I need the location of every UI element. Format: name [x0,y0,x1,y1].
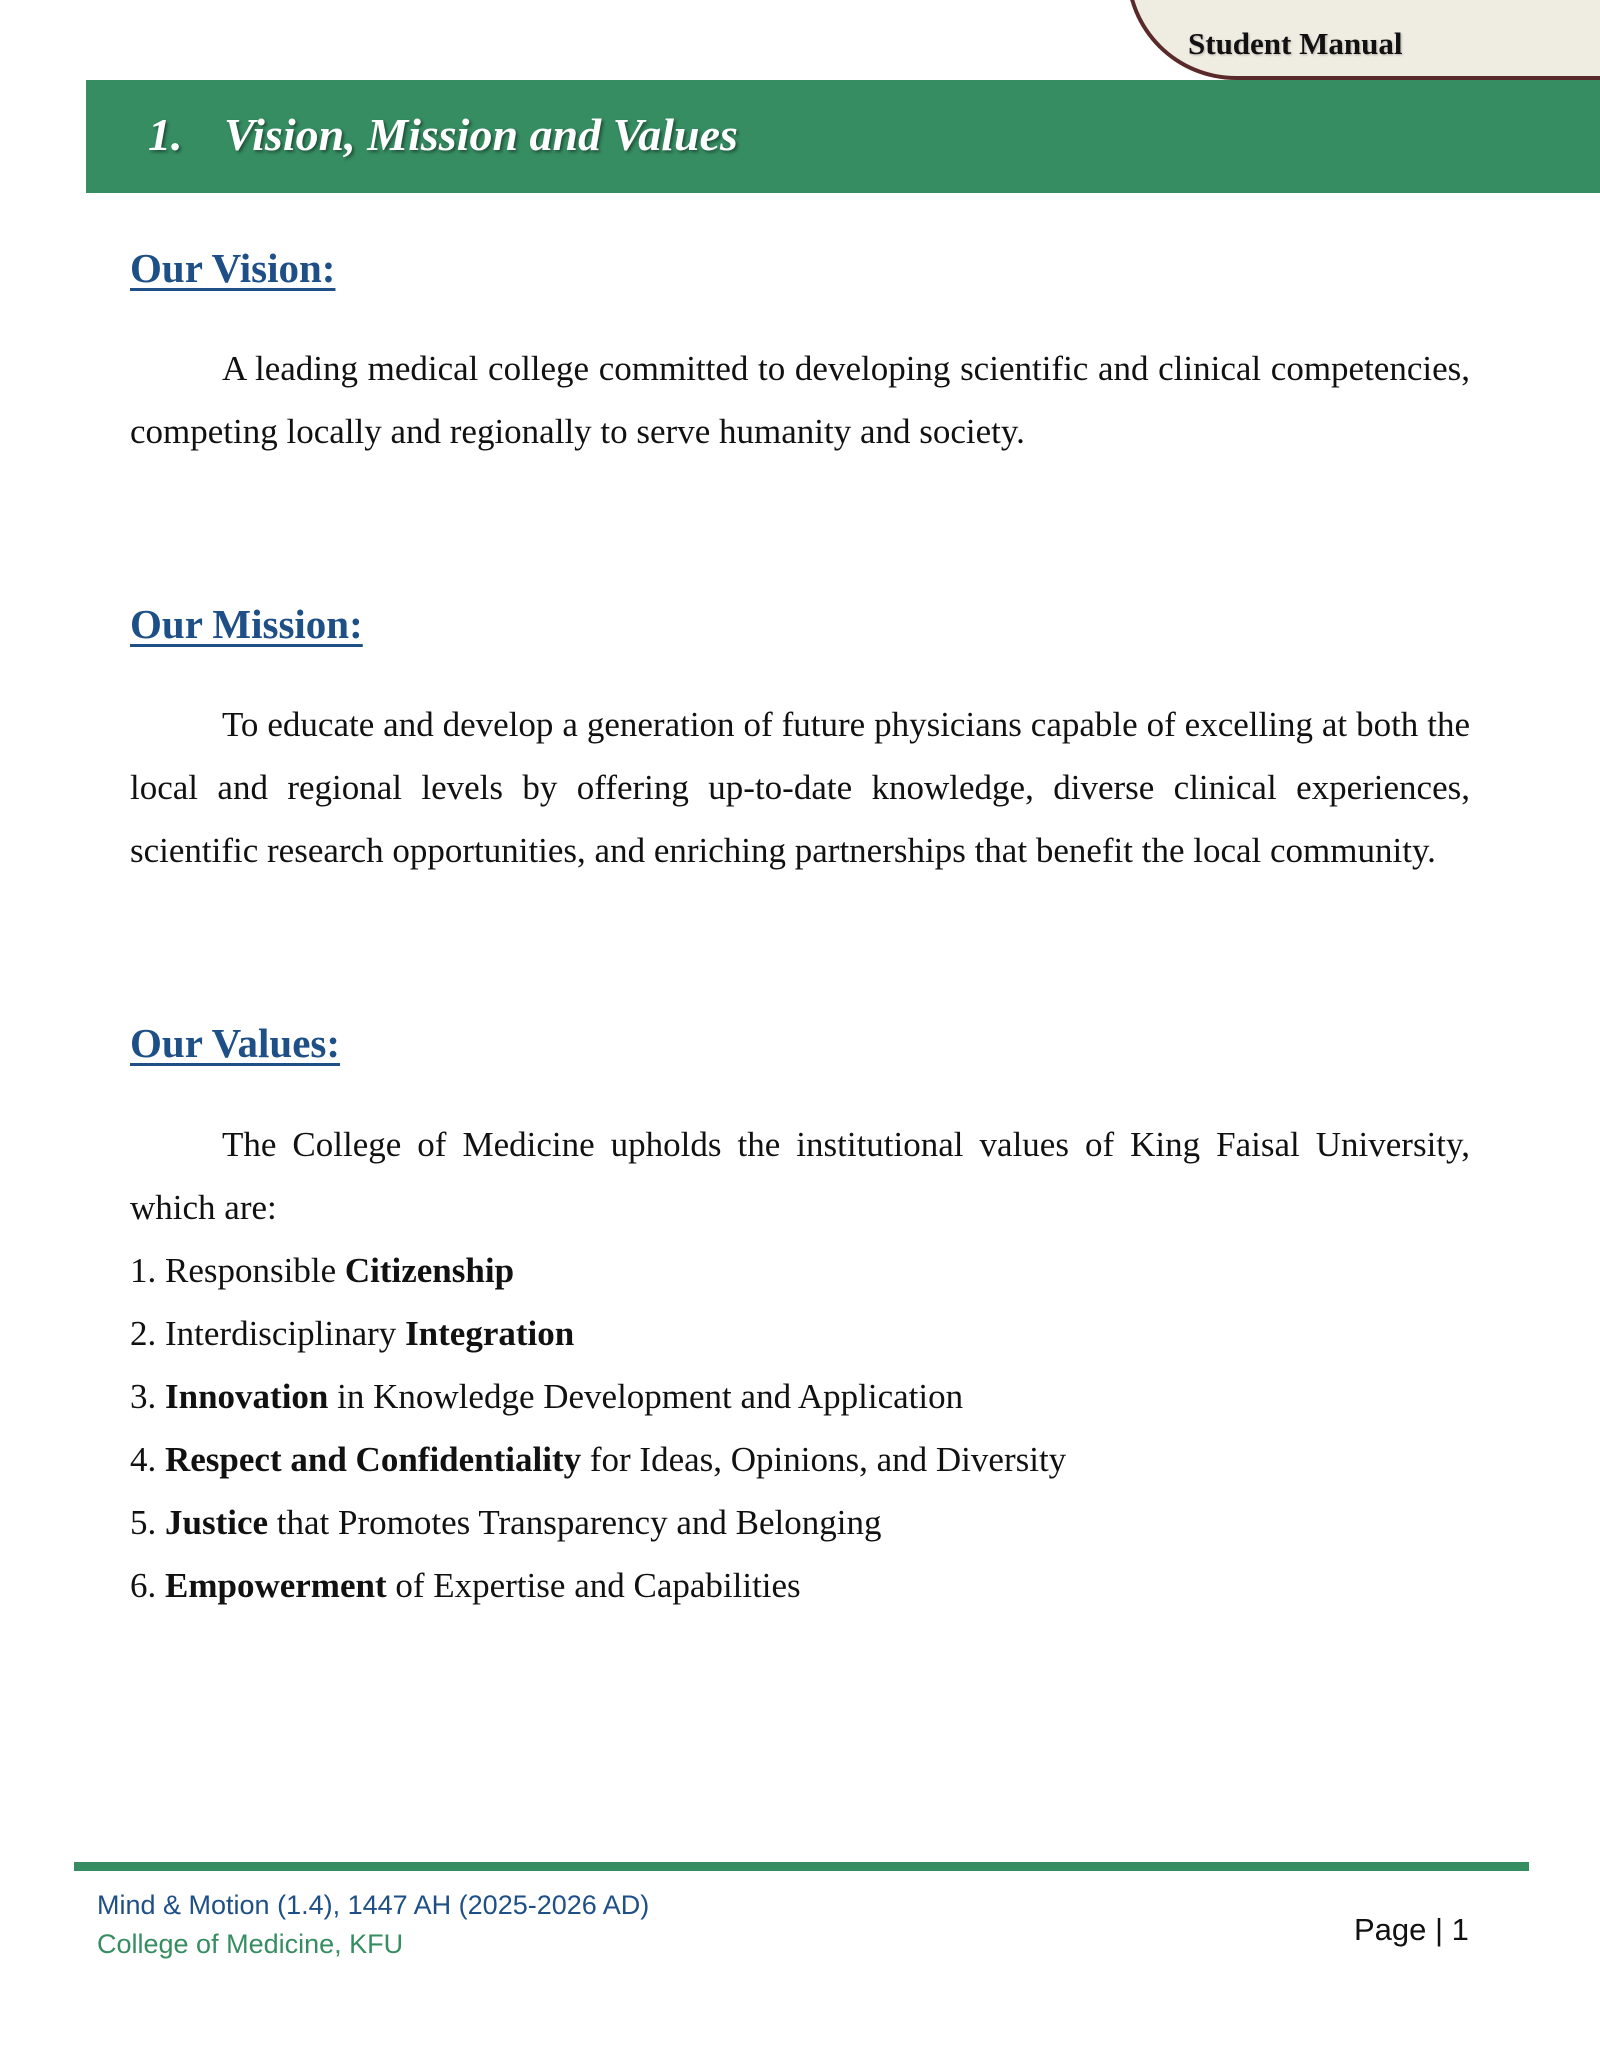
value-item: 5. Justice that Promotes Transparency and Belonging [130,1503,882,1542]
value-item: 6. Empowerment of Expertise and Capabilities [130,1566,801,1605]
page-number: Page | 1 [1354,1912,1469,1947]
footer-divider [74,1862,1529,1871]
vision-text: A leading medical college committed to developing scientific and clinical competencies, competing locally and regionally to serve humanity and society. [130,349,1470,451]
section-title-text: Vision, Mission and Values [224,109,738,160]
footer-college: College of Medicine, KFU [97,1929,404,1959]
vision-heading: Our Vision: [130,245,336,291]
values-heading: Our Values: [130,1020,341,1066]
mission-text: To educate and develop a generation of future physicians capable of excelling at both the local and regional levels by offering up-to-date knowledge, diverse clinical experiences, scientific research opportunities, and enriching partnerships that benefit the local community. [130,705,1470,870]
section-title [148,108,738,161]
value-item: 2. Interdisciplinary Integration [130,1314,575,1353]
value-item: 1. Responsible Citizenship [130,1251,515,1290]
footer-edition: Mind & Motion (1.4), 1447 AH (2025-2026 AD) [97,1890,650,1920]
values-intro: The College of Medicine upholds the institutional values of King Faisal University, which are: [130,1125,1470,1227]
manual-label: Student Manual [1188,26,1403,61]
value-item: 4. Respect and Confidentiality for Ideas, Opinions, and Diversity [130,1440,1067,1479]
section-number: 1. [148,109,183,160]
value-item: 3. Innovation in Knowledge Development and Application [130,1377,964,1416]
values-list [130,1239,1066,1617]
mission-heading: Our Mission: [130,601,363,647]
